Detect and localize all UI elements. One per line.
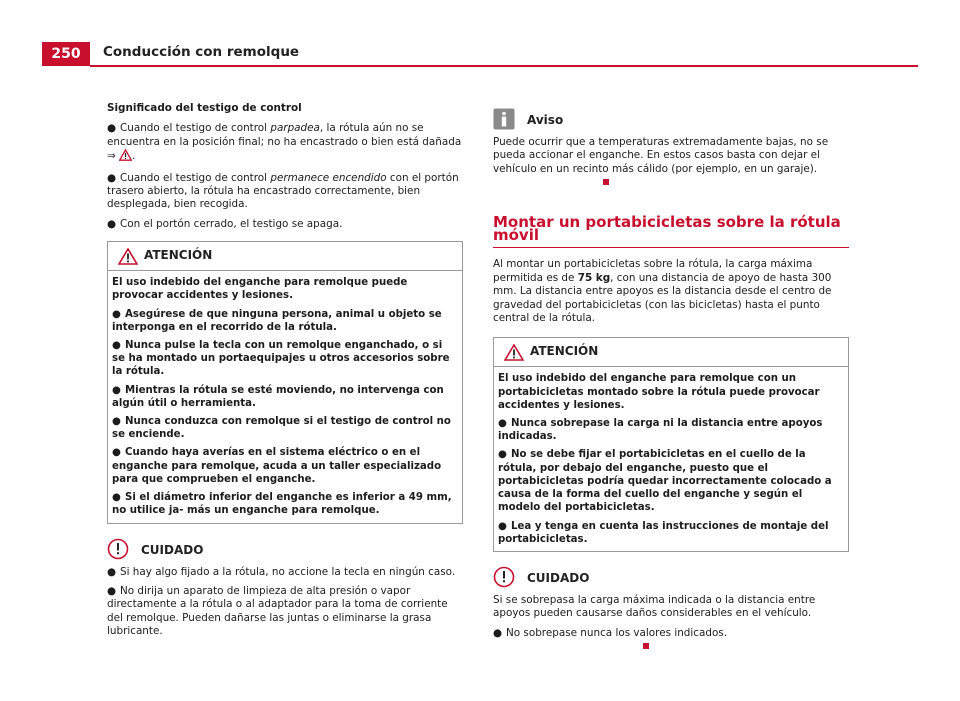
warning-title: ATENCIÓN — [144, 248, 213, 263]
caution-icon — [107, 538, 129, 560]
indicator-heading: Significado del testigo de control — [107, 102, 302, 114]
warning-triangle-icon[interactable] — [119, 149, 132, 165]
caution-title: CUIDADO — [141, 542, 204, 557]
warning-intro: El uso indebido del enganche para remolque con un portabicicletas montado sobre la rótula puede provocar accidentes y lesiones. — [498, 373, 820, 411]
warning-title: ATENCIÓN — [530, 344, 599, 359]
warning-item: ● Nunca pulse la tecla con un remolque enganchado, o si se ha montado un portaequipajes u otros accesorios sobre la rótula. — [112, 340, 450, 378]
warning-header — [108, 242, 462, 271]
warning-item: ● Asegúrese de que ninguna persona, animal u objeto se interponga en el recorrido de la rótula. — [112, 308, 442, 333]
warning-box — [107, 241, 463, 523]
warning-triangle-icon — [504, 344, 524, 361]
warning-triangle-icon — [118, 248, 138, 265]
note-header — [493, 108, 849, 132]
section-paragraph: Al montar un portabicicletas sobre la rótula, la carga máxima permitida es de 75 kg, con una distancia de apoyo de hasta 300 mm. La distancia entre apoyos es la distancia desde el centro de gravedad del portabicicletas (con las bicicletas) hasta el punto central de la rótula. — [493, 258, 832, 325]
paragraph-closed: ● Con el portón cerrado, el testigo se apaga. — [107, 217, 343, 230]
caution-icon — [493, 566, 515, 588]
warning-intro: El uso indebido del enganche para remolque puede provocar accidentes y lesiones. — [112, 277, 408, 302]
caution-item: ● Si hay algo fijado a la rótula, no accione la tecla en ningún caso. — [107, 565, 456, 578]
section-title: Montar un portabicicletas sobre la rótula móvil — [493, 216, 849, 249]
paragraph-blinking: ● Cuando el testigo de control parpadea, la rótula aún no se encuentra en la posición final; no ha encastrado o bien está dañada ⇒ . — [107, 122, 463, 165]
warning-item: ● Si el diámetro inferior del enganche es inferior a 49 mm, no utilice ja- más un enganche para remolque. — [112, 492, 452, 517]
bullet: ● — [107, 217, 117, 230]
warning-item: ● Mientras la rótula se esté moviendo, no intervenga con algún útil o herramienta. — [112, 384, 444, 409]
section-end-marker — [643, 643, 649, 649]
caution-text: Si se sobrepasa la carga máxima indicada o la distancia entre apoyos pueden causarse daños considerables en el vehículo. — [493, 593, 816, 620]
caution-header — [493, 566, 849, 590]
header-rule — [90, 65, 918, 67]
warning-body — [494, 367, 848, 550]
caution-item: ● No dirija un aparato de limpieza de alta presión o vapor directamente a la rótula o al adaptador para la toma de corriente del remolque. Pueden dañarse las juntas o eliminarse la grasa lubricante. — [107, 584, 448, 638]
info-note-icon — [493, 108, 515, 130]
page-number: 250 — [42, 42, 90, 66]
bullet: ● — [107, 171, 117, 184]
note-text: Puede ocurrir que a temperaturas extremadamente bajas, no se pueda accionar el enganche. En estos casos basta con dejar el vehículo en un recinto más cálido (por ejemplo, en un garaje). — [493, 136, 849, 190]
warning-header — [494, 338, 848, 367]
warning-item: ● Nunca sobrepase la carga ni la distancia entre apoyos indicadas. — [498, 418, 823, 443]
page-header-title: Conducción con remolque — [103, 44, 300, 60]
warning-item: ● No se debe fijar el portabicicletas en el cuello de la rótula, por debajo del enganche, puesto que el portabicicletas podría quedar incorrectamente colocado a causa de la forma del cuello del enganche y según el modelo del portabicicletas. — [498, 449, 832, 514]
left-column — [107, 102, 463, 645]
warning-item: ● Lea y tenga en cuenta las instrucciones de montaje del portabicicletas. — [498, 520, 829, 545]
warning-item: ● Nunca conduzca con remolque si el testigo de control no se enciende. — [112, 416, 451, 441]
warning-body — [108, 271, 462, 522]
caution-item: ● No sobrepase nunca los valores indicados. — [493, 627, 849, 654]
right-column — [493, 108, 849, 660]
caution-header — [107, 538, 463, 562]
bullet: ● — [107, 122, 117, 135]
warning-box — [493, 337, 849, 551]
warning-item: ● Cuando haya averías en el sistema eléctrico o en el enganche para remolque, acuda a un taller especializado para que comprueben el enganche. — [112, 447, 442, 485]
paragraph-steady: ● Cuando el testigo de control permanece encendido con el portón trasero abierto, la rótula ha encastrado correctamente, bien desplegada, bien recogida. — [107, 171, 459, 211]
caution-title: CUIDADO — [527, 570, 590, 585]
section-end-marker — [603, 179, 609, 185]
note-title: Aviso — [527, 113, 564, 127]
